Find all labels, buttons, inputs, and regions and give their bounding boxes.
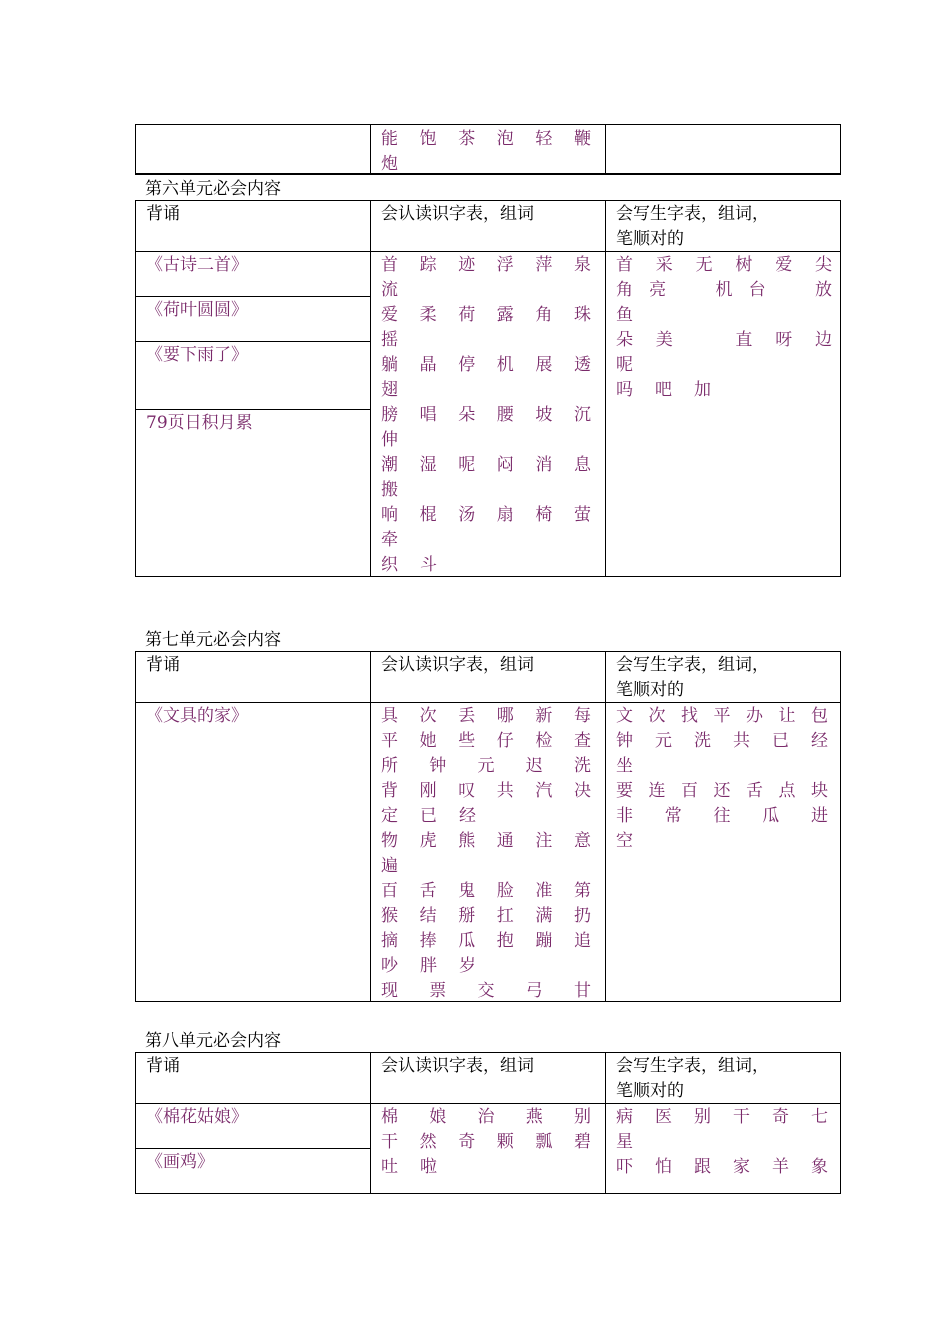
char: 爱 xyxy=(381,305,398,325)
char: 现 xyxy=(381,981,398,1001)
char: 奇 xyxy=(458,1132,476,1152)
char: 常 xyxy=(664,806,682,826)
char: 非 xyxy=(616,806,633,826)
char: 准 xyxy=(535,881,553,901)
char: 丢 xyxy=(458,706,476,726)
char: 胖 xyxy=(420,956,437,976)
char: 吧 xyxy=(655,380,672,400)
char: 树 xyxy=(735,255,753,275)
char: 迟 xyxy=(525,756,543,776)
top-recite-cell xyxy=(136,125,371,174)
header-write-label: 会写生字表，组词， xyxy=(616,655,769,675)
char: 能 xyxy=(381,129,398,149)
char: 遍 xyxy=(381,856,398,876)
char: 轻 xyxy=(535,129,553,149)
char: 呢 xyxy=(616,355,633,375)
char: 鬼 xyxy=(458,881,476,901)
char: 尖 xyxy=(814,255,832,275)
char: 脸 xyxy=(496,881,514,901)
char-line xyxy=(616,754,828,779)
char: 伸 xyxy=(381,430,398,450)
char: 机 xyxy=(496,355,514,375)
read-cell xyxy=(371,703,606,1001)
char-line xyxy=(381,127,591,152)
char: 椅 xyxy=(535,505,553,525)
char: 医 xyxy=(655,1107,672,1127)
char: 汽 xyxy=(535,781,553,801)
char: 闷 xyxy=(496,455,514,475)
char: 已 xyxy=(772,731,789,751)
char: 鱼 xyxy=(616,305,633,325)
char: 共 xyxy=(733,731,750,751)
char: 意 xyxy=(573,831,591,851)
unit6-heading: 第六单元必会内容 xyxy=(145,179,281,199)
char: 吗 xyxy=(616,380,633,400)
char-line xyxy=(381,979,591,1004)
read-chars xyxy=(381,704,591,1004)
header-write xyxy=(606,1053,840,1104)
char: 病 xyxy=(616,1107,633,1127)
char: 搬 xyxy=(381,480,398,500)
char: 点 xyxy=(778,781,796,801)
top-read-cell xyxy=(371,125,606,174)
char: 弓 xyxy=(525,981,543,1001)
char: 怕 xyxy=(655,1157,672,1177)
write-cell xyxy=(606,252,840,576)
char: 迹 xyxy=(458,255,476,275)
char-line xyxy=(381,303,591,328)
char: 泡 xyxy=(496,129,514,149)
read-cell xyxy=(371,1104,606,1193)
char: 经 xyxy=(811,731,828,751)
header-read xyxy=(371,1053,606,1104)
char-line xyxy=(616,1155,828,1180)
char-line xyxy=(381,478,591,503)
char: 七 xyxy=(811,1107,828,1127)
char-line xyxy=(381,353,591,378)
top-table xyxy=(135,124,841,175)
char: 汤 xyxy=(458,505,476,525)
char: 舌 xyxy=(746,781,763,801)
char: 她 xyxy=(419,731,437,751)
char: 虎 xyxy=(419,831,437,851)
char: 加 xyxy=(694,380,711,400)
write-chars xyxy=(616,253,832,403)
char: 机 xyxy=(715,280,733,300)
char: 找 xyxy=(681,706,698,726)
read-chars xyxy=(381,1105,591,1180)
header-recite: 背诵 xyxy=(136,201,371,252)
char: 放 xyxy=(814,280,832,300)
recite-item: 《画鸡》 xyxy=(136,1149,371,1193)
char: 浮 xyxy=(496,255,514,275)
char: 晶 xyxy=(419,355,437,375)
char: 结 xyxy=(419,906,437,926)
header-write-label-2: 笔顺对的 xyxy=(616,229,684,249)
char: 首 xyxy=(381,255,398,275)
char: 瓜 xyxy=(458,931,476,951)
char-line xyxy=(381,378,591,403)
char: 爱 xyxy=(775,255,793,275)
char: 家 xyxy=(733,1157,750,1177)
char: 泉 xyxy=(573,255,591,275)
char: 炮 xyxy=(381,154,398,174)
header-read-label: 会认读识字表，组词 xyxy=(381,204,534,224)
char: 别 xyxy=(694,1107,711,1127)
char: 包 xyxy=(811,706,828,726)
recite-item: 《古诗二首》 xyxy=(136,252,371,297)
char: 注 xyxy=(535,831,553,851)
char-line xyxy=(616,729,828,754)
char: 啦 xyxy=(420,1157,437,1177)
char: 湿 xyxy=(419,455,437,475)
char: 台 xyxy=(748,280,766,300)
char: 熊 xyxy=(458,831,476,851)
char: 通 xyxy=(496,831,514,851)
char xyxy=(682,278,699,303)
char: 潮 xyxy=(381,455,398,475)
header-write xyxy=(606,652,840,703)
char-line xyxy=(616,804,828,829)
char: 洗 xyxy=(694,731,711,751)
char: 元 xyxy=(655,731,672,751)
char: 所 xyxy=(381,756,398,776)
top-write-cell xyxy=(606,125,840,174)
char-line xyxy=(616,328,832,353)
char: 沉 xyxy=(573,405,591,425)
char-line xyxy=(381,704,591,729)
recite-item: 79页日积月累 xyxy=(136,410,371,576)
char: 还 xyxy=(713,781,731,801)
char-line xyxy=(381,503,591,528)
char: 摇 xyxy=(381,330,398,350)
char: 交 xyxy=(477,981,495,1001)
char: 查 xyxy=(573,731,591,751)
char-line xyxy=(381,954,591,979)
char: 掰 xyxy=(458,906,476,926)
char: 露 xyxy=(496,305,514,325)
header-write-label-2: 笔顺对的 xyxy=(616,680,684,700)
char: 珠 xyxy=(573,305,591,325)
char: 次 xyxy=(419,706,437,726)
char: 翅 xyxy=(381,380,398,400)
char: 唱 xyxy=(419,405,437,425)
char xyxy=(782,278,799,303)
char: 颗 xyxy=(496,1132,514,1152)
char: 展 xyxy=(535,355,553,375)
char: 扛 xyxy=(496,906,514,926)
char: 哪 xyxy=(496,706,514,726)
char: 共 xyxy=(496,781,514,801)
char: 碧 xyxy=(573,1132,591,1152)
char: 萍 xyxy=(535,255,553,275)
char: 舌 xyxy=(419,881,437,901)
char: 新 xyxy=(535,706,553,726)
char: 瓜 xyxy=(762,806,780,826)
char: 吐 xyxy=(381,1157,398,1177)
char: 直 xyxy=(735,330,753,350)
char: 然 xyxy=(419,1132,437,1152)
char: 呀 xyxy=(775,330,793,350)
char: 朵 xyxy=(616,330,633,350)
char: 空 xyxy=(616,831,633,851)
char-line xyxy=(381,453,591,478)
char-line xyxy=(381,152,591,177)
char: 检 xyxy=(535,731,553,751)
char-line xyxy=(381,729,591,754)
recite-item: 《文具的家》 xyxy=(136,703,371,1001)
char: 定 xyxy=(381,806,398,826)
char: 茶 xyxy=(458,129,476,149)
char: 往 xyxy=(713,806,731,826)
char: 呢 xyxy=(458,455,476,475)
char: 首 xyxy=(616,255,633,275)
header-read-label: 会认读识字表，组词 xyxy=(381,1056,534,1076)
char: 物 xyxy=(381,831,398,851)
char: 抱 xyxy=(496,931,514,951)
char: 平 xyxy=(713,706,731,726)
char: 具 xyxy=(381,706,398,726)
char: 满 xyxy=(535,906,553,926)
char: 鞭 xyxy=(573,129,591,149)
char-line xyxy=(381,854,591,879)
char-line xyxy=(381,754,591,779)
char: 膀 xyxy=(381,405,398,425)
char: 蹦 xyxy=(535,931,553,951)
char: 岁 xyxy=(459,956,476,976)
char: 响 xyxy=(381,505,398,525)
char: 坡 xyxy=(535,405,553,425)
char: 扇 xyxy=(496,505,514,525)
char: 刚 xyxy=(419,781,437,801)
char-line xyxy=(381,804,591,829)
char: 治 xyxy=(477,1107,495,1127)
write-cell xyxy=(606,703,840,1001)
char: 娘 xyxy=(429,1107,447,1127)
char: 已 xyxy=(420,806,437,826)
recite-item: 《要下雨了》 xyxy=(136,342,371,410)
char: 棉 xyxy=(381,1107,398,1127)
char: 流 xyxy=(381,280,398,300)
char: 每 xyxy=(573,706,591,726)
char-line xyxy=(381,553,591,578)
header-write xyxy=(606,201,840,252)
char-line xyxy=(616,253,832,278)
char: 别 xyxy=(574,1107,591,1127)
char: 柔 xyxy=(419,305,437,325)
char: 腰 xyxy=(496,405,514,425)
char-line xyxy=(381,1105,591,1130)
header-read xyxy=(371,652,606,703)
char-line xyxy=(381,428,591,453)
char-line xyxy=(381,253,591,278)
char-line xyxy=(381,528,591,553)
char: 钟 xyxy=(429,756,447,776)
char-line xyxy=(381,1155,591,1180)
char-line xyxy=(616,1130,828,1155)
char: 洗 xyxy=(574,756,591,776)
recite-item: 《荷叶圆圆》 xyxy=(136,297,371,342)
recite-item: 《棉花姑娘》 xyxy=(136,1104,371,1149)
char: 要 xyxy=(616,781,633,801)
header-read-label: 会认读识字表，组词 xyxy=(381,655,534,675)
char: 奇 xyxy=(772,1107,789,1127)
char-line xyxy=(381,1130,591,1155)
char-line xyxy=(616,1105,828,1130)
char: 吓 xyxy=(616,1157,633,1177)
char-line xyxy=(381,278,591,303)
read-cell xyxy=(371,252,606,576)
header-recite: 背诵 xyxy=(136,652,371,703)
char: 钟 xyxy=(616,731,633,751)
char: 角 xyxy=(616,280,633,300)
char: 元 xyxy=(477,756,495,776)
char: 饱 xyxy=(419,129,437,149)
char: 瓢 xyxy=(535,1132,553,1152)
char: 斗 xyxy=(420,555,437,575)
char: 背 xyxy=(381,781,398,801)
char: 踪 xyxy=(419,255,437,275)
char: 追 xyxy=(573,931,591,951)
header-write-label: 会写生字表，组词， xyxy=(616,1056,769,1076)
char: 决 xyxy=(573,781,591,801)
char-line xyxy=(381,829,591,854)
char: 羊 xyxy=(772,1157,789,1177)
char: 经 xyxy=(459,806,476,826)
char-line xyxy=(616,278,832,303)
char-line xyxy=(381,403,591,428)
char xyxy=(696,328,713,353)
char: 吵 xyxy=(381,956,398,976)
char-line xyxy=(381,929,591,954)
char: 让 xyxy=(778,706,796,726)
char-line xyxy=(616,704,828,729)
unit6-table xyxy=(135,200,841,577)
char: 美 xyxy=(655,330,673,350)
char: 透 xyxy=(573,355,591,375)
char: 棍 xyxy=(419,505,437,525)
char: 干 xyxy=(733,1107,750,1127)
char: 织 xyxy=(381,555,398,575)
char-line xyxy=(616,829,828,854)
header-recite: 背诵 xyxy=(136,1053,371,1104)
write-chars xyxy=(616,704,828,854)
char: 票 xyxy=(429,981,447,1001)
char: 躺 xyxy=(381,355,398,375)
char: 边 xyxy=(814,330,832,350)
char: 办 xyxy=(746,706,763,726)
read-chars xyxy=(381,253,591,578)
char: 象 xyxy=(811,1157,828,1177)
char: 星 xyxy=(616,1132,633,1152)
write-chars xyxy=(616,1105,828,1180)
char: 百 xyxy=(681,781,698,801)
char: 连 xyxy=(648,781,666,801)
char: 捧 xyxy=(419,931,437,951)
char-line xyxy=(616,353,832,378)
char: 朵 xyxy=(458,405,476,425)
char: 荷 xyxy=(458,305,476,325)
char-line xyxy=(616,779,828,804)
unit8-heading: 第八单元必会内容 xyxy=(145,1031,281,1051)
unit7-heading: 第七单元必会内容 xyxy=(145,630,281,650)
char: 些 xyxy=(458,731,476,751)
read-chars xyxy=(381,127,591,177)
char: 第 xyxy=(573,881,591,901)
char: 采 xyxy=(655,255,673,275)
write-cell xyxy=(606,1104,840,1193)
char: 平 xyxy=(381,731,398,751)
char: 亮 xyxy=(649,280,667,300)
char: 百 xyxy=(381,881,398,901)
char-line xyxy=(381,879,591,904)
char: 扔 xyxy=(573,906,591,926)
char: 牵 xyxy=(381,530,398,550)
char: 萤 xyxy=(573,505,591,525)
char-line xyxy=(616,378,832,403)
header-read xyxy=(371,201,606,252)
char: 仔 xyxy=(496,731,514,751)
char-line xyxy=(381,779,591,804)
char: 次 xyxy=(648,706,666,726)
char: 角 xyxy=(535,305,553,325)
unit7-table xyxy=(135,651,841,1002)
char: 无 xyxy=(695,255,713,275)
char: 进 xyxy=(811,806,828,826)
unit8-table xyxy=(135,1052,841,1194)
char: 甘 xyxy=(574,981,591,1001)
char: 燕 xyxy=(525,1107,543,1127)
char-line xyxy=(616,303,832,328)
char-line xyxy=(381,328,591,353)
char: 停 xyxy=(458,355,476,375)
char: 干 xyxy=(381,1132,398,1152)
char-line xyxy=(381,904,591,929)
char: 息 xyxy=(573,455,591,475)
char: 叹 xyxy=(458,781,476,801)
char: 消 xyxy=(535,455,553,475)
char: 跟 xyxy=(694,1157,711,1177)
char: 坐 xyxy=(616,756,633,776)
char: 文 xyxy=(616,706,633,726)
char: 摘 xyxy=(381,931,398,951)
char: 猴 xyxy=(381,906,398,926)
header-write-label: 会写生字表，组词， xyxy=(616,204,769,224)
char: 块 xyxy=(811,781,828,801)
header-write-label-2: 笔顺对的 xyxy=(616,1081,684,1101)
